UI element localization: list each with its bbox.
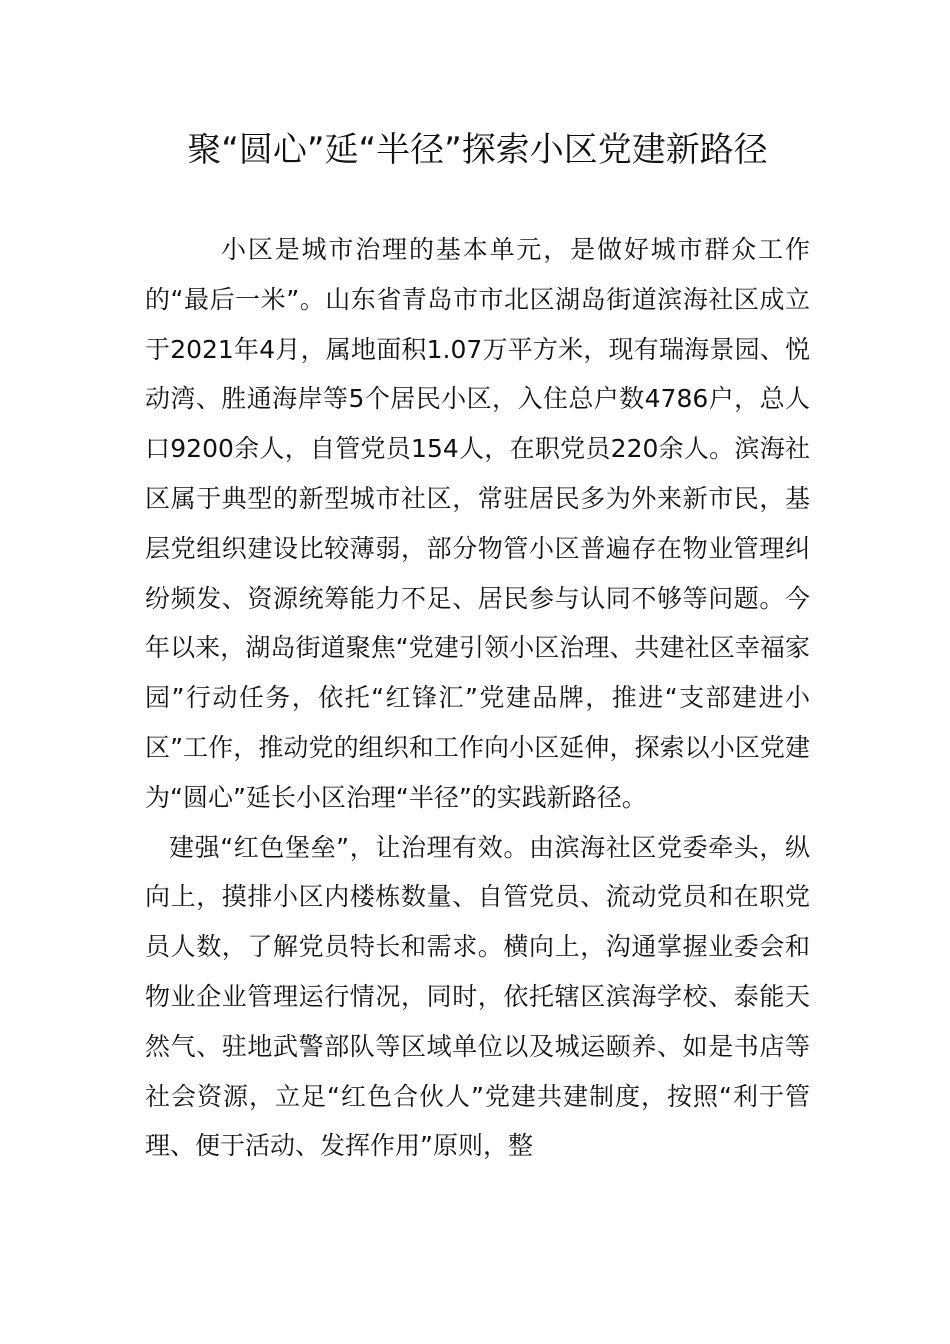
document-title: 聚“圆心”延“半径”探索小区党建新路径 bbox=[187, 130, 768, 170]
paragraph-intro: 小区是城市治理的基本单元，是做好城市群众工作的“最后一米”。山东省青岛市市北区湖岛街道滨海社区成立于2021年4月，属地面积1.07万平方米，现有瑞海景园、悦动湾、胜通海岸等5个居民小区，入住总户数4786户，总人口9200余人，自管党员154人，在职党员220余人。滨海社区属于典型的新型城市社区，常驻居民多为外来新市民，基层党组织建设比较薄弱，部分物管小区普遍存在物业管理纠纷频发、资源统筹能力不足、居民参与认同不够等问题。今年以来，湖岛街道聚焦“党建引领小区治理、共建社区幸福家园”行动任务，依托“红锋汇”党建品牌，推进“支部建进小区”工作，推动党的组织和工作向小区延伸，探索以小区党建为“圆心”延长小区治理“半径”的实践新路径。 bbox=[145, 235, 810, 812]
document-body bbox=[145, 225, 810, 1171]
paragraph-red-fortress: 建强“红色堡垒”，让治理有效。由滨海社区党委牵头，纵向上，摸排小区内楼栋数量、自管党员、流动党员和在职党员人数，了解党员特长和需求。横向上，沟通掌握业委会和物业企业管理运行情况，同时，依托辖区滨海学校、泰能天然气、驻地武警部队等区域单位以及城运颐养、如是书店等社会资源，立足“红色合伙人”党建共建制度，按照“利于管理、便于活动、发挥作用”原则，整 bbox=[145, 832, 810, 1161]
